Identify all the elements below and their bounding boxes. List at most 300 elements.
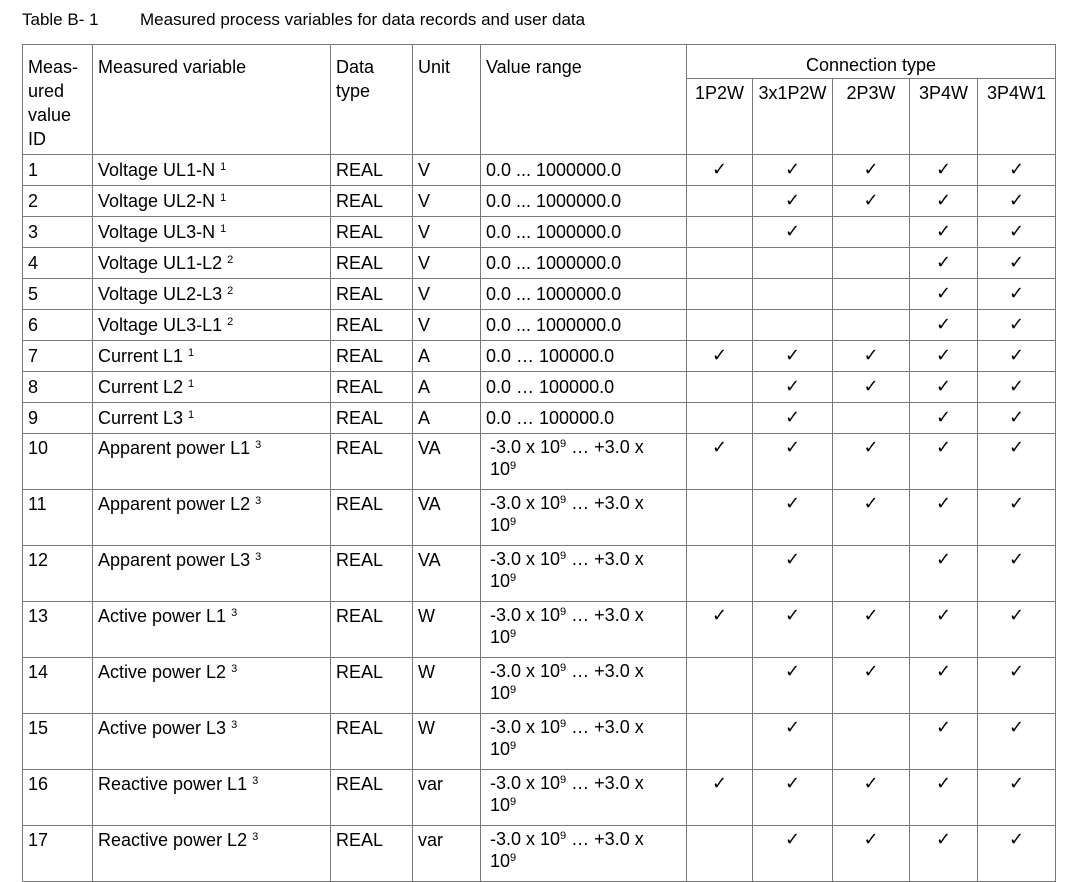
cell-check-1p2w [687, 186, 753, 217]
header-connection-type: Connection type [687, 45, 1056, 79]
cell-measured-variable [93, 155, 331, 186]
check-mark-icon: ✓ [1008, 376, 1025, 397]
cell-check-1p2w [687, 372, 753, 403]
check-mark-icon: ✓ [784, 493, 801, 514]
cell-check-3p4w [910, 658, 978, 714]
table-caption-text: Measured process variables for data records and user data [140, 10, 586, 29]
variable-name: Active power L1 [98, 606, 227, 626]
cell-check-2p3w [833, 826, 910, 882]
footnote-ref: 3 [255, 551, 262, 563]
table-row [23, 602, 1056, 658]
cell-check-2p3w [833, 602, 910, 658]
cell-check-3p4w [910, 217, 978, 248]
footnote-ref: 1 [188, 409, 195, 421]
cell-data-type: REAL [331, 546, 413, 602]
check-mark-icon: ✓ [784, 376, 801, 397]
footnote-ref: 3 [231, 607, 238, 619]
cell-check-2p3w [833, 279, 910, 310]
cell-check-1p2w [687, 658, 753, 714]
variable-name: Voltage UL2-N [98, 191, 216, 211]
check-mark-icon: ✓ [935, 159, 952, 180]
check-mark-icon: ✓ [784, 407, 801, 428]
table-row [23, 546, 1056, 602]
cell-id: 15 [23, 714, 93, 770]
footnote-ref: 2 [227, 254, 234, 266]
check-mark-icon: ✓ [863, 345, 879, 366]
check-mark-icon: ✓ [1008, 437, 1025, 458]
cell-data-type: REAL [331, 658, 413, 714]
footnote-ref: 2 [227, 316, 234, 328]
cell-check-1p2w [687, 490, 753, 546]
table-row [23, 403, 1056, 434]
cell-check-3p4w1 [978, 310, 1056, 341]
cell-check-3p4w1 [978, 341, 1056, 372]
footnote-ref: 3 [252, 775, 259, 787]
table-row [23, 826, 1056, 882]
cell-unit: V [413, 279, 481, 310]
cell-unit: var [413, 826, 481, 882]
cell-check-1p2w [687, 279, 753, 310]
cell-measured-variable [93, 341, 331, 372]
cell-check-3p4w1 [978, 434, 1056, 490]
table-row [23, 770, 1056, 826]
header-conn-3x1p2w: 3x1P2W [753, 79, 833, 155]
cell-unit: var [413, 770, 481, 826]
check-mark-icon: ✓ [1008, 829, 1025, 850]
cell-unit: W [413, 658, 481, 714]
cell-check-3p4w1 [978, 279, 1056, 310]
cell-check-3x1p2w [753, 602, 833, 658]
cell-value-range: -3.0 x $10^9$ … +3.0 x $10^9$ [481, 602, 687, 658]
cell-check-3p4w1 [978, 372, 1056, 403]
variable-name: Active power L2 [98, 662, 227, 682]
check-mark-icon: ✓ [935, 345, 952, 366]
cell-measured-variable [93, 434, 331, 490]
cell-check-2p3w [833, 372, 910, 403]
measured-variables-table [22, 44, 1056, 882]
cell-value-range: 0.0 ... 1000000.0 [481, 248, 687, 279]
check-mark-icon: ✓ [1008, 717, 1025, 738]
check-mark-icon: ✓ [863, 773, 879, 794]
check-mark-icon: ✓ [784, 221, 801, 242]
cell-measured-variable [93, 248, 331, 279]
cell-unit: W [413, 602, 481, 658]
cell-check-3x1p2w [753, 826, 833, 882]
cell-check-1p2w [687, 310, 753, 341]
table-row [23, 186, 1056, 217]
cell-data-type: REAL [331, 341, 413, 372]
cell-check-3x1p2w [753, 248, 833, 279]
cell-check-1p2w [687, 248, 753, 279]
check-mark-icon: ✓ [935, 605, 952, 626]
cell-value-range: 0.0 ... 1000000.0 [481, 310, 687, 341]
cell-check-3p4w [910, 602, 978, 658]
cell-check-3x1p2w [753, 546, 833, 602]
cell-check-1p2w [687, 434, 753, 490]
check-mark-icon: ✓ [1008, 493, 1025, 514]
cell-value-range: -3.0 x $10^9$ … +3.0 x $10^9$ [481, 546, 687, 602]
check-mark-icon: ✓ [711, 437, 728, 458]
variable-name: Current L2 [98, 377, 184, 397]
cell-id: 8 [23, 372, 93, 403]
table-header [23, 45, 1056, 155]
cell-value-range: 0.0 … 100000.0 [481, 403, 687, 434]
header-data-type: Data type [331, 45, 413, 155]
cell-data-type: REAL [331, 372, 413, 403]
footnote-ref: 1 [188, 378, 195, 390]
cell-data-type: REAL [331, 770, 413, 826]
footnote-ref: 3 [255, 439, 262, 451]
check-mark-icon: ✓ [863, 376, 879, 397]
table-body [23, 155, 1056, 882]
check-mark-icon: ✓ [935, 493, 952, 514]
cell-unit: A [413, 372, 481, 403]
variable-name: Voltage UL2-L3 [98, 284, 223, 304]
cell-unit: VA [413, 490, 481, 546]
cell-measured-variable [93, 826, 331, 882]
cell-id: 4 [23, 248, 93, 279]
cell-check-3p4w1 [978, 155, 1056, 186]
cell-check-3x1p2w [753, 341, 833, 372]
cell-value-range: -3.0 x $10^9$ … +3.0 x $10^9$ [481, 714, 687, 770]
header-value-range: Value range [481, 45, 687, 155]
check-mark-icon: ✓ [1008, 407, 1025, 428]
cell-measured-variable [93, 310, 331, 341]
check-mark-icon: ✓ [1008, 661, 1025, 682]
variable-name: Voltage UL3-L1 [98, 315, 223, 335]
cell-check-3p4w1 [978, 217, 1056, 248]
cell-check-3x1p2w [753, 714, 833, 770]
variable-name: Apparent power L2 [98, 494, 251, 514]
cell-unit: A [413, 403, 481, 434]
cell-id: 14 [23, 658, 93, 714]
cell-value-range: -3.0 x $10^9$ … +3.0 x $10^9$ [481, 826, 687, 882]
header-row-main [23, 45, 1056, 79]
cell-check-2p3w [833, 186, 910, 217]
check-mark-icon: ✓ [935, 314, 952, 335]
cell-check-3p4w [910, 403, 978, 434]
cell-check-3p4w [910, 155, 978, 186]
cell-unit: V [413, 217, 481, 248]
cell-check-3p4w1 [978, 770, 1056, 826]
cell-data-type: REAL [331, 155, 413, 186]
cell-check-3p4w1 [978, 490, 1056, 546]
check-mark-icon: ✓ [1008, 314, 1025, 335]
cell-check-3p4w1 [978, 714, 1056, 770]
table-row [23, 658, 1056, 714]
check-mark-icon: ✓ [935, 549, 952, 570]
check-mark-icon: ✓ [711, 605, 728, 626]
cell-check-2p3w [833, 403, 910, 434]
check-mark-icon: ✓ [1008, 283, 1025, 304]
cell-value-range: 0.0 ... 1000000.0 [481, 186, 687, 217]
cell-check-2p3w [833, 217, 910, 248]
check-mark-icon: ✓ [935, 252, 952, 273]
check-mark-icon: ✓ [784, 661, 801, 682]
cell-measured-variable [93, 546, 331, 602]
table-caption [22, 10, 585, 30]
cell-measured-variable [93, 372, 331, 403]
check-mark-icon: ✓ [863, 829, 879, 850]
cell-check-3p4w1 [978, 546, 1056, 602]
cell-check-1p2w [687, 714, 753, 770]
cell-value-range: -3.0 x $10^9$ … +3.0 x $10^9$ [481, 490, 687, 546]
cell-check-3p4w [910, 248, 978, 279]
check-mark-icon: ✓ [784, 190, 801, 211]
cell-check-3x1p2w [753, 279, 833, 310]
cell-check-1p2w [687, 403, 753, 434]
cell-check-3p4w1 [978, 658, 1056, 714]
cell-check-2p3w [833, 490, 910, 546]
cell-id: 13 [23, 602, 93, 658]
cell-value-range: 0.0 ... 1000000.0 [481, 217, 687, 248]
table-row [23, 434, 1056, 490]
check-mark-icon: ✓ [935, 773, 952, 794]
cell-check-1p2w [687, 341, 753, 372]
cell-check-2p3w [833, 248, 910, 279]
check-mark-icon: ✓ [784, 549, 801, 570]
table-row [23, 217, 1056, 248]
check-mark-icon: ✓ [935, 283, 952, 304]
cell-check-3p4w1 [978, 403, 1056, 434]
cell-id: 5 [23, 279, 93, 310]
footnote-ref: 3 [255, 495, 262, 507]
check-mark-icon: ✓ [784, 159, 801, 180]
check-mark-icon: ✓ [1008, 345, 1025, 366]
check-mark-icon: ✓ [711, 159, 728, 180]
cell-check-3p4w1 [978, 186, 1056, 217]
footnote-ref: 3 [231, 719, 238, 731]
table-row [23, 714, 1056, 770]
cell-data-type: REAL [331, 434, 413, 490]
check-mark-icon: ✓ [863, 159, 879, 180]
check-mark-icon: ✓ [935, 376, 952, 397]
cell-id: 1 [23, 155, 93, 186]
cell-unit: V [413, 310, 481, 341]
cell-id: 3 [23, 217, 93, 248]
check-mark-icon: ✓ [1008, 773, 1025, 794]
check-mark-icon: ✓ [863, 493, 879, 514]
table-row [23, 248, 1056, 279]
footnote-ref: 1 [220, 161, 227, 173]
cell-check-3x1p2w [753, 155, 833, 186]
check-mark-icon: ✓ [935, 661, 952, 682]
cell-check-2p3w [833, 341, 910, 372]
table-row [23, 279, 1056, 310]
cell-data-type: REAL [331, 217, 413, 248]
check-mark-icon: ✓ [1008, 159, 1025, 180]
variable-name: Voltage UL3-N [98, 222, 216, 242]
cell-check-2p3w [833, 658, 910, 714]
check-mark-icon: ✓ [863, 190, 879, 211]
cell-check-1p2w [687, 217, 753, 248]
cell-unit: V [413, 186, 481, 217]
cell-id: 2 [23, 186, 93, 217]
cell-id: 12 [23, 546, 93, 602]
cell-id: 6 [23, 310, 93, 341]
cell-check-3x1p2w [753, 770, 833, 826]
cell-unit: A [413, 341, 481, 372]
header-conn-1p2w: 1P2W [687, 79, 753, 155]
cell-check-3p4w1 [978, 826, 1056, 882]
check-mark-icon: ✓ [784, 717, 801, 738]
cell-check-1p2w [687, 770, 753, 826]
cell-measured-variable [93, 770, 331, 826]
check-mark-icon: ✓ [1008, 190, 1025, 211]
cell-check-1p2w [687, 602, 753, 658]
cell-check-3p4w [910, 714, 978, 770]
cell-check-1p2w [687, 155, 753, 186]
cell-measured-variable [93, 490, 331, 546]
variable-name: Voltage UL1-N [98, 160, 216, 180]
cell-value-range: 0.0 … 100000.0 [481, 341, 687, 372]
check-mark-icon: ✓ [1008, 605, 1025, 626]
cell-measured-variable [93, 602, 331, 658]
cell-check-3x1p2w [753, 372, 833, 403]
check-mark-icon: ✓ [935, 407, 952, 428]
cell-unit: V [413, 155, 481, 186]
cell-data-type: REAL [331, 186, 413, 217]
cell-check-2p3w [833, 714, 910, 770]
check-mark-icon: ✓ [784, 437, 801, 458]
cell-measured-variable [93, 279, 331, 310]
cell-check-1p2w [687, 546, 753, 602]
cell-measured-variable [93, 186, 331, 217]
cell-check-3p4w [910, 434, 978, 490]
cell-value-range: 0.0 ... 1000000.0 [481, 155, 687, 186]
check-mark-icon: ✓ [935, 221, 952, 242]
cell-check-3p4w [910, 279, 978, 310]
cell-check-3p4w1 [978, 602, 1056, 658]
cell-unit: W [413, 714, 481, 770]
cell-check-3x1p2w [753, 186, 833, 217]
cell-data-type: REAL [331, 714, 413, 770]
cell-check-2p3w [833, 155, 910, 186]
cell-id: 9 [23, 403, 93, 434]
cell-check-2p3w [833, 546, 910, 602]
cell-check-3x1p2w [753, 403, 833, 434]
cell-data-type: REAL [331, 403, 413, 434]
check-mark-icon: ✓ [784, 605, 801, 626]
check-mark-icon: ✓ [863, 605, 879, 626]
cell-id: 11 [23, 490, 93, 546]
footnote-ref: 3 [231, 663, 238, 675]
check-mark-icon: ✓ [1008, 221, 1025, 242]
check-mark-icon: ✓ [784, 829, 801, 850]
table-row [23, 310, 1056, 341]
check-mark-icon: ✓ [935, 717, 952, 738]
cell-data-type: REAL [331, 248, 413, 279]
cell-unit: V [413, 248, 481, 279]
cell-unit: VA [413, 434, 481, 490]
check-mark-icon: ✓ [784, 773, 801, 794]
header-conn-3p4w1: 3P4W1 [978, 79, 1056, 155]
check-mark-icon: ✓ [863, 437, 879, 458]
cell-data-type: REAL [331, 826, 413, 882]
cell-data-type: REAL [331, 602, 413, 658]
cell-data-type: REAL [331, 310, 413, 341]
cell-value-range: 0.0 ... 1000000.0 [481, 279, 687, 310]
table-row [23, 372, 1056, 403]
cell-check-2p3w [833, 770, 910, 826]
header-measured-variable: Measured variable [93, 45, 331, 155]
table-caption-id: Table B- 1 [22, 10, 99, 29]
variable-name: Current L3 [98, 408, 184, 428]
cell-value-range: 0.0 … 100000.0 [481, 372, 687, 403]
cell-id: 17 [23, 826, 93, 882]
variable-name: Voltage UL1-L2 [98, 253, 223, 273]
footnote-ref: 1 [188, 347, 195, 359]
cell-check-3p4w [910, 546, 978, 602]
cell-check-3p4w [910, 372, 978, 403]
cell-check-3p4w [910, 310, 978, 341]
variable-name: Apparent power L1 [98, 438, 251, 458]
cell-check-3x1p2w [753, 310, 833, 341]
cell-measured-variable [93, 403, 331, 434]
table-row [23, 341, 1056, 372]
table-row [23, 490, 1056, 546]
check-mark-icon: ✓ [863, 661, 879, 682]
cell-data-type: REAL [331, 279, 413, 310]
cell-check-2p3w [833, 434, 910, 490]
cell-check-3p4w [910, 186, 978, 217]
check-mark-icon: ✓ [711, 345, 728, 366]
cell-data-type: REAL [331, 490, 413, 546]
header-id: Meas- ured value ID [23, 45, 93, 155]
header-conn-3p4w: 3P4W [910, 79, 978, 155]
variable-name: Reactive power L2 [98, 830, 248, 850]
footnote-ref: 2 [227, 285, 234, 297]
check-mark-icon: ✓ [935, 437, 952, 458]
variable-name: Apparent power L3 [98, 550, 251, 570]
cell-check-3x1p2w [753, 658, 833, 714]
check-mark-icon: ✓ [711, 773, 728, 794]
variable-name: Active power L3 [98, 718, 227, 738]
cell-measured-variable [93, 217, 331, 248]
cell-check-2p3w [833, 310, 910, 341]
cell-value-range: -3.0 x $10^9$ … +3.0 x $10^9$ [481, 658, 687, 714]
cell-check-3p4w [910, 770, 978, 826]
variable-name: Reactive power L1 [98, 774, 248, 794]
cell-id: 7 [23, 341, 93, 372]
cell-check-3p4w [910, 826, 978, 882]
header-unit: Unit [413, 45, 481, 155]
cell-value-range: -3.0 x $10^9$ … +3.0 x $10^9$ [481, 770, 687, 826]
table-row [23, 155, 1056, 186]
check-mark-icon: ✓ [935, 829, 952, 850]
cell-check-3x1p2w [753, 217, 833, 248]
cell-check-3p4w [910, 490, 978, 546]
footnote-ref: 1 [220, 192, 227, 204]
check-mark-icon: ✓ [935, 190, 952, 211]
cell-measured-variable [93, 658, 331, 714]
variable-name: Current L1 [98, 346, 184, 366]
cell-value-range: -3.0 x $10^9$ … +3.0 x $10^9$ [481, 434, 687, 490]
check-mark-icon: ✓ [784, 345, 801, 366]
cell-check-1p2w [687, 826, 753, 882]
footnote-ref: 1 [220, 223, 227, 235]
cell-unit: VA [413, 546, 481, 602]
header-conn-2p3w: 2P3W [833, 79, 910, 155]
cell-check-3p4w1 [978, 248, 1056, 279]
cell-check-3x1p2w [753, 434, 833, 490]
cell-check-3p4w [910, 341, 978, 372]
footnote-ref: 3 [252, 831, 259, 843]
cell-id: 16 [23, 770, 93, 826]
check-mark-icon: ✓ [1008, 252, 1025, 273]
cell-check-3x1p2w [753, 490, 833, 546]
check-mark-icon: ✓ [1008, 549, 1025, 570]
